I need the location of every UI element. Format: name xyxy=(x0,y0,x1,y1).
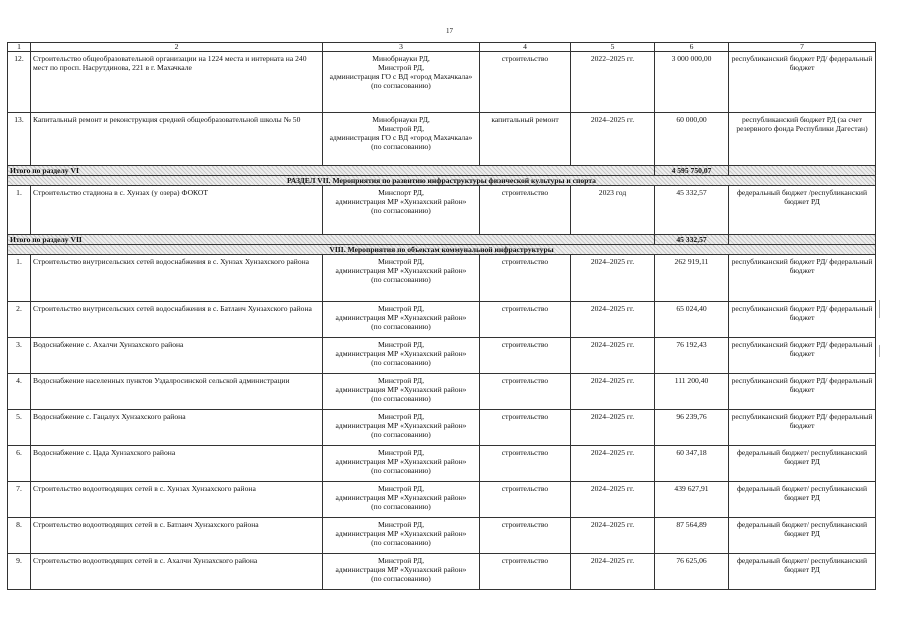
amount-cell: 45 332,57 xyxy=(655,186,729,235)
column-number-header xyxy=(8,43,876,52)
work-type-cell: строительство xyxy=(480,52,571,113)
funding-source-cell: республиканский бюджет РД/ федеральный бюджет xyxy=(729,255,876,302)
amount-cell: 96 239,76 xyxy=(655,410,729,446)
responsible-body-cell: Минстрой РД, администрация МР «Хунзахский район» (по согласованию) xyxy=(323,482,480,518)
table-row xyxy=(8,52,876,113)
amount-cell: 87 564,89 xyxy=(655,518,729,554)
responsible-body-cell: Минстрой РД, администрация МР «Хунзахский район» (по согласованию) xyxy=(323,338,480,374)
item-number-cell: 6. xyxy=(8,446,31,482)
item-number-cell: 1. xyxy=(8,186,31,235)
amount-cell: 439 627,91 xyxy=(655,482,729,518)
funding-source-cell: республиканский бюджет РД/ федеральный бюджет xyxy=(729,338,876,374)
amount-cell: 111 200,40 xyxy=(655,374,729,410)
project-name-cell: Строительство стадиона в с. Хунзах (у озера) ФОКОТ xyxy=(31,186,323,235)
period-cell: 2024–2025 гг. xyxy=(571,410,655,446)
project-name-cell: Капитальный ремонт и реконструкция средней общеобразовательной школы № 50 xyxy=(31,113,323,166)
item-number-cell: 12. xyxy=(8,52,31,113)
funding-source-cell: федеральный бюджет/ республиканский бюджет РД xyxy=(729,482,876,518)
amount-cell: 76 625,06 xyxy=(655,554,729,590)
table-row xyxy=(8,446,876,482)
scan-mark xyxy=(879,345,880,357)
header-cell: 5 xyxy=(571,43,655,52)
work-type-cell: строительство xyxy=(480,446,571,482)
item-number-cell: 8. xyxy=(8,518,31,554)
section-total-amount: 4 595 750,07 xyxy=(655,166,729,176)
project-name-cell: Строительство водоотводящих сетей в с. Хунзах Хунзахского района xyxy=(31,482,323,518)
item-number-cell: 4. xyxy=(8,374,31,410)
amount-cell: 262 919,11 xyxy=(655,255,729,302)
table-row xyxy=(8,410,876,446)
item-number-cell: 7. xyxy=(8,482,31,518)
project-name-cell: Строительство внутрисельских сетей водоснабжения в с. Батлаич Хунзахского района xyxy=(31,302,323,338)
funding-source-cell: федеральный бюджет/ республиканский бюджет РД xyxy=(729,518,876,554)
work-type-cell: строительство xyxy=(480,186,571,235)
work-type-cell: строительство xyxy=(480,518,571,554)
project-name-cell: Строительство водоотводящих сетей в с. Батлаич Хунзахского района xyxy=(31,518,323,554)
section-heading-row xyxy=(8,176,876,186)
period-cell: 2024–2025 гг. xyxy=(571,374,655,410)
responsible-body-cell: Минстрой РД, администрация МР «Хунзахский район» (по согласованию) xyxy=(323,518,480,554)
work-type-cell: строительство xyxy=(480,554,571,590)
work-type-cell: строительство xyxy=(480,410,571,446)
item-number-cell: 1. xyxy=(8,255,31,302)
item-number-cell: 3. xyxy=(8,338,31,374)
project-name-cell: Строительство общеобразовательной организации на 1224 места и интерната на 240 мест по просп. Насрутдинова, 221 в г. Махачкале xyxy=(31,52,323,113)
responsible-body-cell: Минстрой РД, администрация МР «Хунзахский район» (по согласованию) xyxy=(323,374,480,410)
period-cell: 2024–2025 гг. xyxy=(571,554,655,590)
section-heading: РАЗДЕЛ VII. Мероприятия по развитию инфраструктуры физической культуры и спорта xyxy=(8,176,876,186)
table-row xyxy=(8,374,876,410)
work-type-cell: строительство xyxy=(480,338,571,374)
section-total-label: Итого по разделу VI xyxy=(8,166,655,176)
period-cell: 2024–2025 гг. xyxy=(571,518,655,554)
project-name-cell: Строительство водоотводящих сетей в с. Ахалчи Хунзахского района xyxy=(31,554,323,590)
table-row xyxy=(8,113,876,166)
item-number-cell: 9. xyxy=(8,554,31,590)
section-total-label: Итого по разделу VII xyxy=(8,235,655,245)
table-row xyxy=(8,554,876,590)
header-cell: 4 xyxy=(480,43,571,52)
section-total-row xyxy=(8,166,876,176)
funding-source-cell: федеральный бюджет/ республиканский бюджет РД xyxy=(729,446,876,482)
project-name-cell: Водоснабжение с. Цада Хунзахского района xyxy=(31,446,323,482)
table-row xyxy=(8,255,876,302)
amount-cell: 65 024,40 xyxy=(655,302,729,338)
table-row xyxy=(8,338,876,374)
project-name-cell: Строительство внутрисельских сетей водоснабжения в с. Хунзах Хунзахского района xyxy=(31,255,323,302)
scan-mark xyxy=(879,300,880,318)
table-row xyxy=(8,518,876,554)
period-cell: 2024–2025 гг. xyxy=(571,302,655,338)
item-number-cell: 5. xyxy=(8,410,31,446)
work-type-cell: строительство xyxy=(480,302,571,338)
responsible-body-cell: Минстрой РД, администрация МР «Хунзахский район» (по согласованию) xyxy=(323,255,480,302)
work-type-cell: строительство xyxy=(480,374,571,410)
project-name-cell: Водоснабжение с. Гацалух Хунзахского района xyxy=(31,410,323,446)
section-heading-row xyxy=(8,245,876,255)
responsible-body-cell: Минстрой РД, администрация МР «Хунзахский район» (по согласованию) xyxy=(323,410,480,446)
header-cell: 2 xyxy=(31,43,323,52)
work-type-cell: капитальный ремонт xyxy=(480,113,571,166)
period-cell: 2024–2025 гг. xyxy=(571,446,655,482)
period-cell: 2022–2025 гг. xyxy=(571,52,655,113)
section-heading: VIII. Мероприятия по объектам коммунальной инфраструктуры xyxy=(8,245,876,255)
funding-source-cell: республиканский бюджет РД/ федеральный бюджет xyxy=(729,374,876,410)
period-cell: 2024–2025 гг. xyxy=(571,113,655,166)
table-row xyxy=(8,186,876,235)
responsible-body-cell: Минспорт РД, администрация МР «Хунзахский район» (по согласованию) xyxy=(323,186,480,235)
table-row xyxy=(8,482,876,518)
period-cell: 2024–2025 гг. xyxy=(571,338,655,374)
amount-cell: 76 192,43 xyxy=(655,338,729,374)
responsible-body-cell: Минстрой РД, администрация МР «Хунзахский район» (по согласованию) xyxy=(323,554,480,590)
header-cell: 6 xyxy=(655,43,729,52)
funding-source-cell: республиканский бюджет РД/ федеральный бюджет xyxy=(729,52,876,113)
project-name-cell: Водоснабжение населенных пунктов Уздалросинской сельской администрации xyxy=(31,374,323,410)
header-cell: 7 xyxy=(729,43,876,52)
funding-source-cell: федеральный бюджет/ республиканский бюджет РД xyxy=(729,554,876,590)
page-number: 17 xyxy=(446,27,453,35)
funding-source-cell: республиканский бюджет РД/ федеральный бюджет xyxy=(729,302,876,338)
header-cell: 1 xyxy=(8,43,31,52)
funding-source-cell: республиканский бюджет РД/ федеральный бюджет xyxy=(729,410,876,446)
work-type-cell: строительство xyxy=(480,482,571,518)
section-total-row xyxy=(8,235,876,245)
funding-source-cell: федеральный бюджет /республиканский бюджет РД xyxy=(729,186,876,235)
period-cell: 2024–2025 гг. xyxy=(571,255,655,302)
amount-cell: 60 347,18 xyxy=(655,446,729,482)
section-total-amount: 45 332,57 xyxy=(655,235,729,245)
item-number-cell: 13. xyxy=(8,113,31,166)
program-table xyxy=(7,42,876,590)
funding-source-cell: республиканский бюджет РД (за счет резервного фонда Республики Дагестан) xyxy=(729,113,876,166)
responsible-body-cell: Минстрой РД, администрация МР «Хунзахский район» (по согласованию) xyxy=(323,446,480,482)
section-total-blank xyxy=(729,166,876,176)
item-number-cell: 2. xyxy=(8,302,31,338)
responsible-body-cell: Минобрнауки РД, Минстрой РД, администрация ГО с ВД «город Махачкала» (по согласованию) xyxy=(323,52,480,113)
project-name-cell: Водоснабжение с. Ахалчи Хунзахского района xyxy=(31,338,323,374)
table-row xyxy=(8,302,876,338)
header-cell: 3 xyxy=(323,43,480,52)
period-cell: 2023 год xyxy=(571,186,655,235)
work-type-cell: строительство xyxy=(480,255,571,302)
amount-cell: 60 000,00 xyxy=(655,113,729,166)
period-cell: 2024–2025 гг. xyxy=(571,482,655,518)
responsible-body-cell: Минобрнауки РД, Минстрой РД, администрация ГО с ВД «город Махачкала» (по согласованию) xyxy=(323,113,480,166)
section-total-blank xyxy=(729,235,876,245)
responsible-body-cell: Минстрой РД, администрация МР «Хунзахский район» (по согласованию) xyxy=(323,302,480,338)
amount-cell: 3 000 000,00 xyxy=(655,52,729,113)
